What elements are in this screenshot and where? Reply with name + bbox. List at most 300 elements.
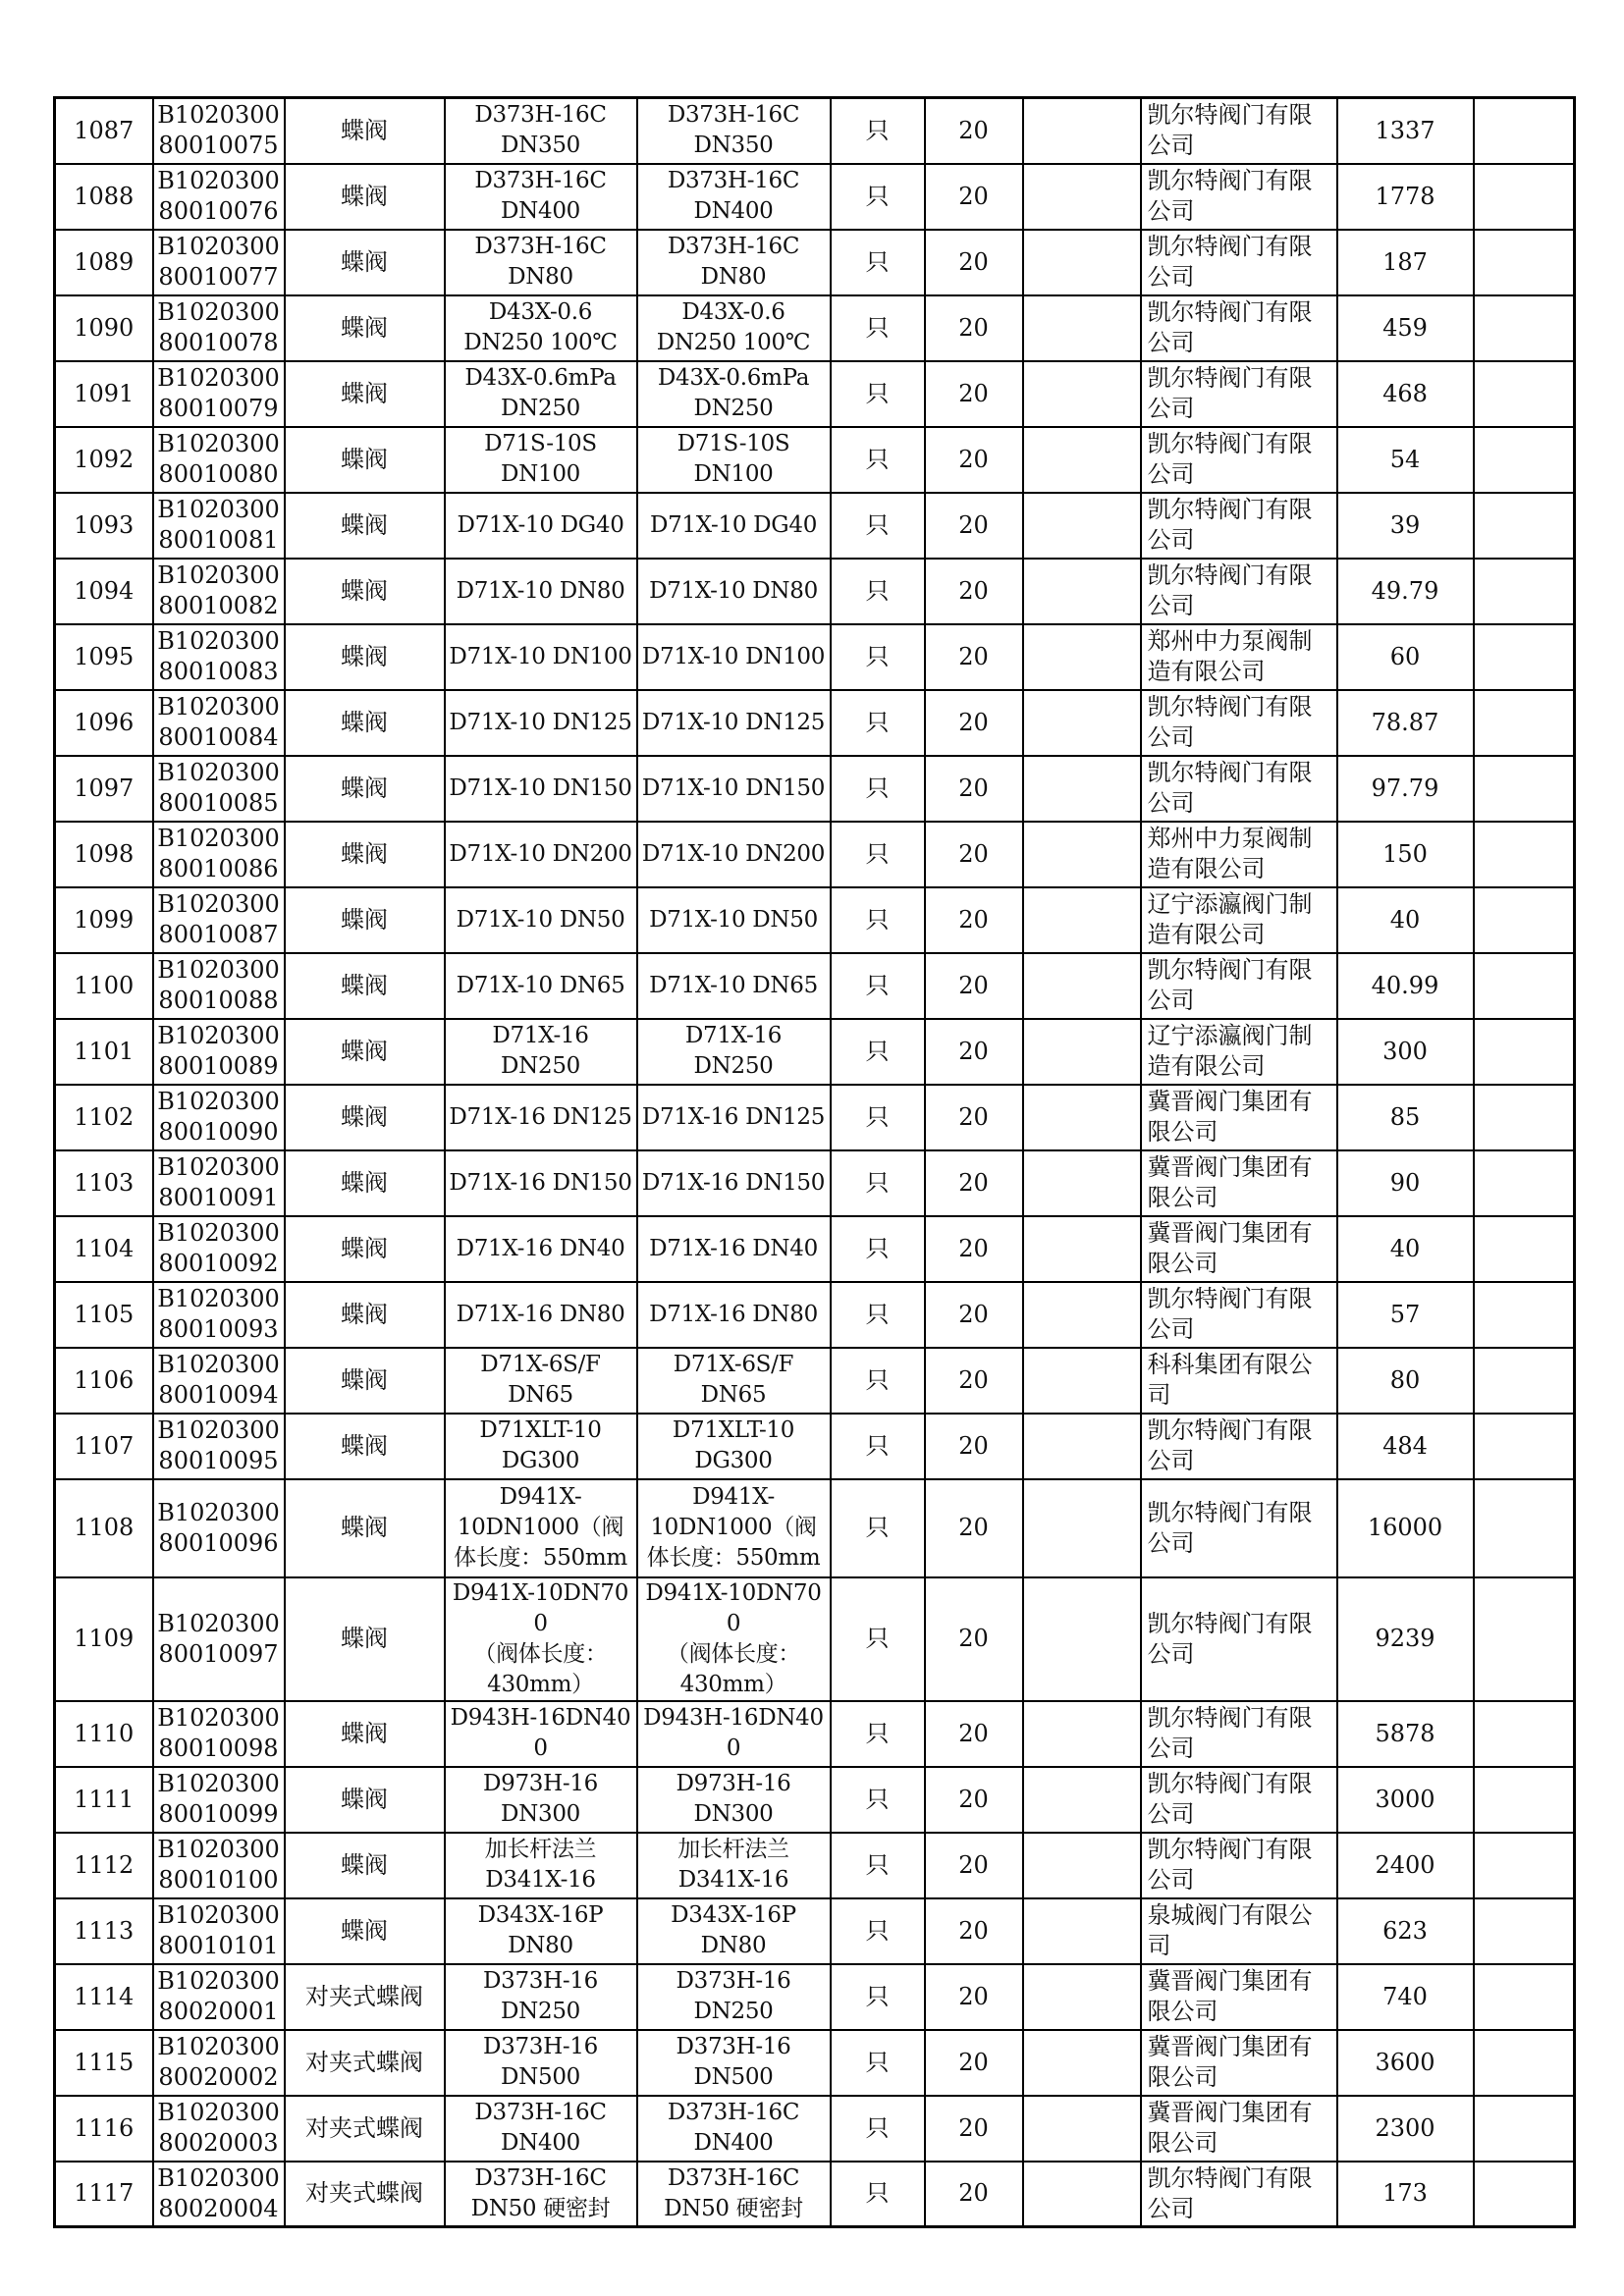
remark-cell <box>1474 427 1575 493</box>
unit-cell: 只 <box>831 822 925 887</box>
remark-cell <box>1474 2030 1575 2096</box>
item-name-cell: 蝶阀 <box>285 1833 445 1898</box>
table-row <box>55 559 1575 624</box>
table-body <box>55 98 1575 2227</box>
empty-cell-cell <box>1023 1898 1141 1964</box>
price-cell: 2300 <box>1337 2096 1474 2162</box>
remark-cell <box>1474 230 1575 295</box>
table-row <box>55 427 1575 493</box>
item-name-cell: 蝶阀 <box>285 559 445 624</box>
table-row <box>55 295 1575 361</box>
row-number-cell: 1096 <box>55 690 153 756</box>
quantity-cell: 20 <box>925 1701 1023 1767</box>
empty-cell-cell <box>1023 2162 1141 2227</box>
item-name-cell: 蝶阀 <box>285 1019 445 1085</box>
table-row <box>55 887 1575 953</box>
model-cell: D373H-16 DN500 <box>637 2030 831 2096</box>
material-code-cell: B1020300 80010092 <box>153 1216 285 1282</box>
specification-cell: D941X-10DN700 （阀体长度： 430mm） <box>445 1577 637 1701</box>
unit-cell: 只 <box>831 559 925 624</box>
row-number-cell: 1103 <box>55 1150 153 1216</box>
item-name-cell: 蝶阀 <box>285 690 445 756</box>
price-cell: 468 <box>1337 361 1474 427</box>
specification-cell: D71X-6S/F DN65 <box>445 1348 637 1414</box>
item-name-cell: 蝶阀 <box>285 1348 445 1414</box>
unit-cell: 只 <box>831 624 925 690</box>
quantity-cell: 20 <box>925 1833 1023 1898</box>
row-number-cell: 1116 <box>55 2096 153 2162</box>
specification-cell: D71X-10 DG40 <box>445 493 637 559</box>
material-code-cell: B1020300 80010101 <box>153 1898 285 1964</box>
material-code-cell: B1020300 80020001 <box>153 1964 285 2030</box>
model-cell: D71X-10 DN150 <box>637 756 831 822</box>
empty-cell-cell <box>1023 361 1141 427</box>
row-number-cell: 1088 <box>55 164 153 230</box>
item-name-cell: 蝶阀 <box>285 1150 445 1216</box>
table-row <box>55 1898 1575 1964</box>
supplier-cell: 冀晋阀门集团有 限公司 <box>1141 1150 1337 1216</box>
specification-cell: D71X-10 DN100 <box>445 624 637 690</box>
table-row <box>55 1964 1575 2030</box>
remark-cell <box>1474 1767 1575 1833</box>
remark-cell <box>1474 98 1575 164</box>
quantity-cell: 20 <box>925 2162 1023 2227</box>
supplier-cell: 凯尔特阀门有限 公司 <box>1141 230 1337 295</box>
unit-cell: 只 <box>831 98 925 164</box>
row-number-cell: 1102 <box>55 1085 153 1150</box>
empty-cell-cell <box>1023 1701 1141 1767</box>
item-name-cell: 蝶阀 <box>285 1898 445 1964</box>
table-row <box>55 1577 1575 1701</box>
supplier-cell: 凯尔特阀门有限 公司 <box>1141 295 1337 361</box>
specification-cell: D373H-16C DN50 硬密封 <box>445 2162 637 2227</box>
material-code-cell: B1020300 80010081 <box>153 493 285 559</box>
price-cell: 300 <box>1337 1019 1474 1085</box>
material-code-cell: B1020300 80010078 <box>153 295 285 361</box>
row-number-cell: 1117 <box>55 2162 153 2227</box>
quantity-cell: 20 <box>925 1150 1023 1216</box>
material-code-cell: B1020300 80010084 <box>153 690 285 756</box>
item-name-cell: 蝶阀 <box>285 1479 445 1577</box>
item-name-cell: 蝶阀 <box>285 230 445 295</box>
quantity-cell: 20 <box>925 164 1023 230</box>
remark-cell <box>1474 164 1575 230</box>
price-cell: 3600 <box>1337 2030 1474 2096</box>
row-number-cell: 1095 <box>55 624 153 690</box>
remark-cell <box>1474 361 1575 427</box>
unit-cell: 只 <box>831 230 925 295</box>
material-code-cell: B1020300 80010086 <box>153 822 285 887</box>
price-cell: 80 <box>1337 1348 1474 1414</box>
table-row <box>55 361 1575 427</box>
quantity-cell: 20 <box>925 295 1023 361</box>
quantity-cell: 20 <box>925 690 1023 756</box>
quantity-cell: 20 <box>925 1577 1023 1701</box>
row-number-cell: 1112 <box>55 1833 153 1898</box>
price-cell: 40.99 <box>1337 953 1474 1019</box>
table-row <box>55 953 1575 1019</box>
row-number-cell: 1113 <box>55 1898 153 1964</box>
remark-cell <box>1474 1019 1575 1085</box>
empty-cell-cell <box>1023 427 1141 493</box>
table-row <box>55 164 1575 230</box>
price-cell: 150 <box>1337 822 1474 887</box>
empty-cell-cell <box>1023 98 1141 164</box>
supplier-cell: 凯尔特阀门有限 公司 <box>1141 1767 1337 1833</box>
model-cell: D71X-16 DN40 <box>637 1216 831 1282</box>
quantity-cell: 20 <box>925 822 1023 887</box>
model-cell: D71X-10 DG40 <box>637 493 831 559</box>
material-code-cell: B1020300 80010080 <box>153 427 285 493</box>
unit-cell: 只 <box>831 1701 925 1767</box>
supplier-cell: 科科集团有限公 司 <box>1141 1348 1337 1414</box>
remark-cell <box>1474 1577 1575 1701</box>
row-number-cell: 1098 <box>55 822 153 887</box>
empty-cell-cell <box>1023 1833 1141 1898</box>
row-number-cell: 1099 <box>55 887 153 953</box>
remark-cell <box>1474 624 1575 690</box>
item-name-cell: 蝶阀 <box>285 1701 445 1767</box>
unit-cell: 只 <box>831 690 925 756</box>
row-number-cell: 1114 <box>55 1964 153 2030</box>
model-cell: D943H-16DN400 <box>637 1701 831 1767</box>
table-row <box>55 1701 1575 1767</box>
specification-cell: D71X-16 DN250 <box>445 1019 637 1085</box>
row-number-cell: 1107 <box>55 1414 153 1479</box>
model-cell: D373H-16C DN80 <box>637 230 831 295</box>
row-number-cell: 1109 <box>55 1577 153 1701</box>
price-cell: 57 <box>1337 1282 1474 1348</box>
item-name-cell: 蝶阀 <box>285 624 445 690</box>
empty-cell-cell <box>1023 164 1141 230</box>
empty-cell-cell <box>1023 559 1141 624</box>
table-row <box>55 756 1575 822</box>
remark-cell <box>1474 1282 1575 1348</box>
material-code-cell: B1020300 80010087 <box>153 887 285 953</box>
row-number-cell: 1094 <box>55 559 153 624</box>
item-name-cell: 对夹式蝶阀 <box>285 2030 445 2096</box>
supplier-cell: 凯尔特阀门有限 公司 <box>1141 2162 1337 2227</box>
supplier-cell: 凯尔特阀门有限 公司 <box>1141 1577 1337 1701</box>
unit-cell: 只 <box>831 1282 925 1348</box>
remark-cell <box>1474 1414 1575 1479</box>
material-code-cell: B1020300 80010077 <box>153 230 285 295</box>
unit-cell: 只 <box>831 1150 925 1216</box>
quantity-cell: 20 <box>925 1414 1023 1479</box>
material-code-cell: B1020300 80010093 <box>153 1282 285 1348</box>
row-number-cell: 1101 <box>55 1019 153 1085</box>
supplier-cell: 泉城阀门有限公 司 <box>1141 1898 1337 1964</box>
empty-cell-cell <box>1023 1019 1141 1085</box>
row-number-cell: 1111 <box>55 1767 153 1833</box>
unit-cell: 只 <box>831 2030 925 2096</box>
unit-cell: 只 <box>831 1348 925 1414</box>
unit-cell: 只 <box>831 361 925 427</box>
specification-cell: D71X-10 DN50 <box>445 887 637 953</box>
item-name-cell: 蝶阀 <box>285 1216 445 1282</box>
unit-cell: 只 <box>831 887 925 953</box>
table-row <box>55 624 1575 690</box>
supplier-cell: 凯尔特阀门有限 公司 <box>1141 1833 1337 1898</box>
specification-cell: D373H-16 DN500 <box>445 2030 637 2096</box>
model-cell: D43X-0.6 DN250 100℃ <box>637 295 831 361</box>
row-number-cell: 1092 <box>55 427 153 493</box>
empty-cell-cell <box>1023 1085 1141 1150</box>
remark-cell <box>1474 1479 1575 1577</box>
item-name-cell: 蝶阀 <box>285 887 445 953</box>
remark-cell <box>1474 690 1575 756</box>
material-code-cell: B1020300 80010094 <box>153 1348 285 1414</box>
specification-cell: D71X-10 DN125 <box>445 690 637 756</box>
row-number-cell: 1100 <box>55 953 153 1019</box>
specification-cell: D71XLT-10 DG300 <box>445 1414 637 1479</box>
row-number-cell: 1091 <box>55 361 153 427</box>
item-name-cell: 蝶阀 <box>285 1282 445 1348</box>
price-cell: 39 <box>1337 493 1474 559</box>
quantity-cell: 20 <box>925 1767 1023 1833</box>
unit-cell: 只 <box>831 164 925 230</box>
supplier-cell: 冀晋阀门集团有 限公司 <box>1141 1216 1337 1282</box>
item-name-cell: 蝶阀 <box>285 953 445 1019</box>
supplier-cell: 辽宁添瀛阀门制 造有限公司 <box>1141 887 1337 953</box>
supplier-cell: 凯尔特阀门有限 公司 <box>1141 1282 1337 1348</box>
item-name-cell: 蝶阀 <box>285 493 445 559</box>
table-row <box>55 1019 1575 1085</box>
quantity-cell: 20 <box>925 1898 1023 1964</box>
unit-cell: 只 <box>831 2162 925 2227</box>
quantity-cell: 20 <box>925 953 1023 1019</box>
model-cell: D71X-10 DN65 <box>637 953 831 1019</box>
empty-cell-cell <box>1023 1282 1141 1348</box>
model-cell: D343X-16P DN80 <box>637 1898 831 1964</box>
empty-cell-cell <box>1023 1150 1141 1216</box>
supplier-cell: 郑州中力泵阀制 造有限公司 <box>1141 822 1337 887</box>
item-name-cell: 蝶阀 <box>285 756 445 822</box>
model-cell: D71X-10 DN100 <box>637 624 831 690</box>
table-row <box>55 98 1575 164</box>
specification-cell: D373H-16 DN250 <box>445 1964 637 2030</box>
empty-cell-cell <box>1023 1216 1141 1282</box>
quantity-cell: 20 <box>925 98 1023 164</box>
row-number-cell: 1104 <box>55 1216 153 1282</box>
item-name-cell: 对夹式蝶阀 <box>285 2096 445 2162</box>
material-code-cell: B1020300 80020004 <box>153 2162 285 2227</box>
specification-cell: D71X-10 DN200 <box>445 822 637 887</box>
quantity-cell: 20 <box>925 2096 1023 2162</box>
empty-cell-cell <box>1023 1479 1141 1577</box>
row-number-cell: 1097 <box>55 756 153 822</box>
price-cell: 2400 <box>1337 1833 1474 1898</box>
supplier-cell: 凯尔特阀门有限 公司 <box>1141 361 1337 427</box>
quantity-cell: 20 <box>925 1282 1023 1348</box>
price-cell: 3000 <box>1337 1767 1474 1833</box>
table-row <box>55 1833 1575 1898</box>
item-name-cell: 对夹式蝶阀 <box>285 2162 445 2227</box>
model-cell: D373H-16C DN400 <box>637 164 831 230</box>
specification-cell: D373H-16C DN400 <box>445 164 637 230</box>
remark-cell <box>1474 1701 1575 1767</box>
price-cell: 9239 <box>1337 1577 1474 1701</box>
specification-cell: D71X-16 DN80 <box>445 1282 637 1348</box>
quantity-cell: 20 <box>925 427 1023 493</box>
row-number-cell: 1087 <box>55 98 153 164</box>
empty-cell-cell <box>1023 1577 1141 1701</box>
specification-cell: D71X-16 DN125 <box>445 1085 637 1150</box>
material-code-cell: B1020300 80020002 <box>153 2030 285 2096</box>
price-cell: 78.87 <box>1337 690 1474 756</box>
supplier-cell: 凯尔特阀门有限 公司 <box>1141 1701 1337 1767</box>
supplier-cell: 凯尔特阀门有限 公司 <box>1141 690 1337 756</box>
supplier-cell: 凯尔特阀门有限 公司 <box>1141 756 1337 822</box>
remark-cell <box>1474 1833 1575 1898</box>
unit-cell: 只 <box>831 295 925 361</box>
specification-cell: D71S-10S DN100 <box>445 427 637 493</box>
specification-cell: D43X-0.6 DN250 100℃ <box>445 295 637 361</box>
supplier-cell: 凯尔特阀门有限 公司 <box>1141 164 1337 230</box>
remark-cell <box>1474 559 1575 624</box>
empty-cell-cell <box>1023 887 1141 953</box>
item-name-cell: 蝶阀 <box>285 98 445 164</box>
model-cell: D71X-10 DN50 <box>637 887 831 953</box>
unit-cell: 只 <box>831 1833 925 1898</box>
item-name-cell: 蝶阀 <box>285 822 445 887</box>
price-cell: 740 <box>1337 1964 1474 2030</box>
supplier-cell: 凯尔特阀门有限 公司 <box>1141 1479 1337 1577</box>
row-number-cell: 1110 <box>55 1701 153 1767</box>
material-code-cell: B1020300 80010096 <box>153 1479 285 1577</box>
supplier-cell: 郑州中力泵阀制 造有限公司 <box>1141 624 1337 690</box>
material-code-cell: B1020300 80010085 <box>153 756 285 822</box>
supplier-cell: 辽宁添瀛阀门制 造有限公司 <box>1141 1019 1337 1085</box>
remark-cell <box>1474 822 1575 887</box>
price-cell: 40 <box>1337 1216 1474 1282</box>
table-row <box>55 493 1575 559</box>
specification-cell: D943H-16DN400 <box>445 1701 637 1767</box>
price-cell: 16000 <box>1337 1479 1474 1577</box>
remark-cell <box>1474 1348 1575 1414</box>
table-row <box>55 1348 1575 1414</box>
empty-cell-cell <box>1023 2096 1141 2162</box>
model-cell: D71XLT-10 DG300 <box>637 1414 831 1479</box>
material-code-cell: B1020300 80010090 <box>153 1085 285 1150</box>
quantity-cell: 20 <box>925 2030 1023 2096</box>
unit-cell: 只 <box>831 1019 925 1085</box>
quantity-cell: 20 <box>925 1964 1023 2030</box>
quantity-cell: 20 <box>925 1019 1023 1085</box>
item-name-cell: 蝶阀 <box>285 1577 445 1701</box>
remark-cell <box>1474 1964 1575 2030</box>
remark-cell <box>1474 887 1575 953</box>
material-code-cell: B1020300 80010083 <box>153 624 285 690</box>
material-code-cell: B1020300 80010091 <box>153 1150 285 1216</box>
model-cell: D71X-16 DN150 <box>637 1150 831 1216</box>
material-code-cell: B1020300 80010088 <box>153 953 285 1019</box>
model-cell: D71S-10S DN100 <box>637 427 831 493</box>
remark-cell <box>1474 2096 1575 2162</box>
unit-cell: 只 <box>831 1767 925 1833</box>
quantity-cell: 20 <box>925 559 1023 624</box>
remark-cell <box>1474 1898 1575 1964</box>
table-row <box>55 1150 1575 1216</box>
specification-cell: D71X-16 DN150 <box>445 1150 637 1216</box>
unit-cell: 只 <box>831 2096 925 2162</box>
row-number-cell: 1093 <box>55 493 153 559</box>
empty-cell-cell <box>1023 690 1141 756</box>
table-row <box>55 1085 1575 1150</box>
price-cell: 54 <box>1337 427 1474 493</box>
quantity-cell: 20 <box>925 1348 1023 1414</box>
material-code-cell: B1020300 80010089 <box>153 1019 285 1085</box>
row-number-cell: 1090 <box>55 295 153 361</box>
model-cell: D43X-0.6mPa DN250 <box>637 361 831 427</box>
empty-cell-cell <box>1023 2030 1141 2096</box>
empty-cell-cell <box>1023 1767 1141 1833</box>
quantity-cell: 20 <box>925 1085 1023 1150</box>
specification-cell: D71X-10 DN80 <box>445 559 637 624</box>
quantity-cell: 20 <box>925 624 1023 690</box>
quantity-cell: 20 <box>925 361 1023 427</box>
price-cell: 459 <box>1337 295 1474 361</box>
specification-cell: D373H-16C DN400 <box>445 2096 637 2162</box>
material-code-cell: B1020300 80010099 <box>153 1767 285 1833</box>
specification-cell: D71X-10 DN150 <box>445 756 637 822</box>
empty-cell-cell <box>1023 493 1141 559</box>
empty-cell-cell <box>1023 953 1141 1019</box>
quantity-cell: 20 <box>925 756 1023 822</box>
price-cell: 623 <box>1337 1898 1474 1964</box>
remark-cell <box>1474 756 1575 822</box>
table-row <box>55 822 1575 887</box>
remark-cell <box>1474 295 1575 361</box>
quantity-cell: 20 <box>925 1216 1023 1282</box>
unit-cell: 只 <box>831 756 925 822</box>
price-cell: 97.79 <box>1337 756 1474 822</box>
empty-cell-cell <box>1023 756 1141 822</box>
remark-cell <box>1474 1150 1575 1216</box>
specification-cell: D71X-16 DN40 <box>445 1216 637 1282</box>
remark-cell <box>1474 493 1575 559</box>
specification-cell: D973H-16 DN300 <box>445 1767 637 1833</box>
row-number-cell: 1115 <box>55 2030 153 2096</box>
remark-cell <box>1474 2162 1575 2227</box>
material-code-cell: B1020300 80010097 <box>153 1577 285 1701</box>
material-code-cell: B1020300 80020003 <box>153 2096 285 2162</box>
supplier-cell: 冀晋阀门集团有 限公司 <box>1141 1085 1337 1150</box>
row-number-cell: 1105 <box>55 1282 153 1348</box>
supplier-cell: 凯尔特阀门有限 公司 <box>1141 1414 1337 1479</box>
model-cell: D373H-16 DN250 <box>637 1964 831 2030</box>
price-cell: 90 <box>1337 1150 1474 1216</box>
quantity-cell: 20 <box>925 230 1023 295</box>
specification-cell: D373H-16C DN80 <box>445 230 637 295</box>
model-cell: 加长杆法兰 D341X-16 <box>637 1833 831 1898</box>
material-code-cell: B1020300 80010082 <box>153 559 285 624</box>
specification-cell: D43X-0.6mPa DN250 <box>445 361 637 427</box>
price-cell: 173 <box>1337 2162 1474 2227</box>
supplier-cell: 凯尔特阀门有限 公司 <box>1141 493 1337 559</box>
model-cell: D71X-10 DN80 <box>637 559 831 624</box>
supplier-cell: 凯尔特阀门有限 公司 <box>1141 953 1337 1019</box>
quantity-cell: 20 <box>925 1479 1023 1577</box>
price-cell: 1337 <box>1337 98 1474 164</box>
unit-cell: 只 <box>831 1577 925 1701</box>
material-code-cell: B1020300 80010075 <box>153 98 285 164</box>
price-cell: 85 <box>1337 1085 1474 1150</box>
empty-cell-cell <box>1023 822 1141 887</box>
row-number-cell: 1089 <box>55 230 153 295</box>
specification-cell: D373H-16C DN350 <box>445 98 637 164</box>
item-name-cell: 蝶阀 <box>285 164 445 230</box>
